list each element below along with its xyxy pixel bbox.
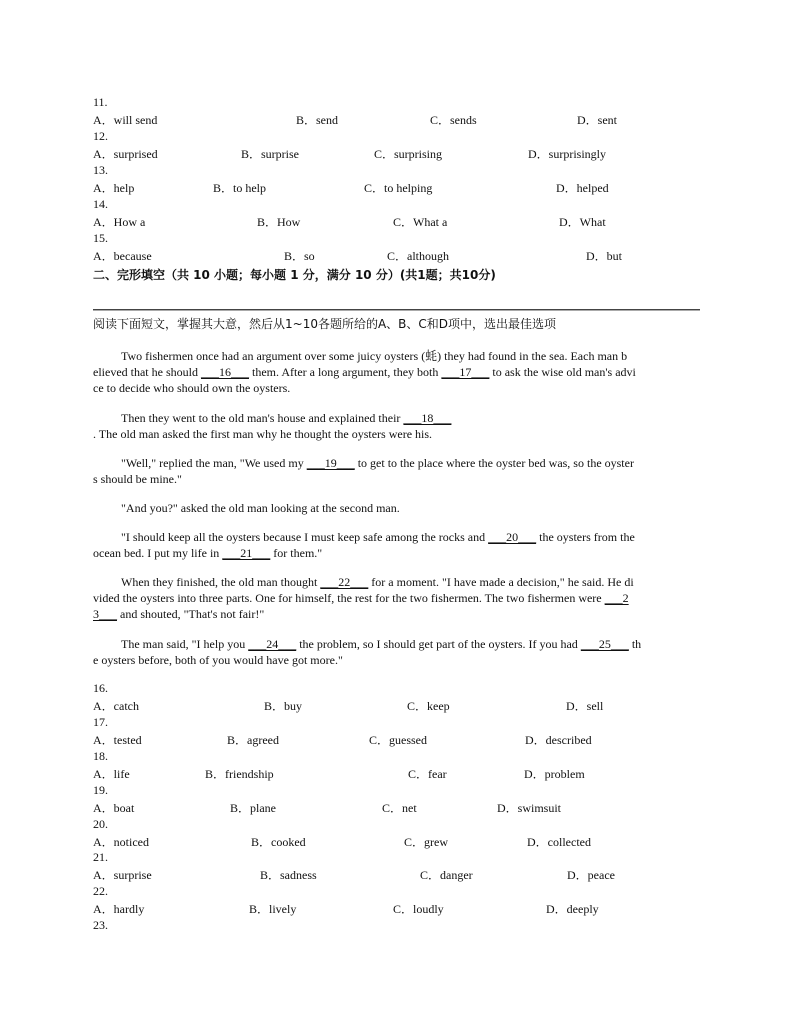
passage-text: "And you?" asked the old man looking at the second man. <box>121 501 400 515</box>
passage-paragraph-2 <box>93 410 700 442</box>
question-number: 11. <box>93 95 108 109</box>
passage-text: them. After a long argument, they both <box>248 365 442 379</box>
passage-text: . The old man asked the first man why he thought the oysters were his. <box>93 427 433 441</box>
question-23-number: 23. <box>93 918 108 932</box>
option-b: B．cooked <box>251 835 306 849</box>
passage-text: ce to decide who should own the oysters. <box>93 381 291 395</box>
passage-text: vided the oysters into three parts. One for himself, the rest for the two fishermen. The two fishermen were <box>93 591 605 605</box>
option-d: D．peace <box>567 868 615 882</box>
blank-22: ___22___ <box>320 575 369 589</box>
passage-text: e oysters before, both of you would have got more." <box>93 653 343 667</box>
option-b: B．How <box>257 215 301 229</box>
passage-text: for a moment. "I have made a decision," he said. He di <box>368 575 634 589</box>
blank-21: ___21___ <box>222 546 271 560</box>
option-d: D．surprisingly <box>528 147 607 161</box>
passage-text: to ask the wise old man's advi <box>489 365 636 379</box>
passage-text: When they finished, the old man thought <box>121 575 321 589</box>
question-number: 16. <box>93 681 108 695</box>
option-b: B．sadness <box>260 868 317 882</box>
passage-paragraph-3 <box>93 455 700 487</box>
passage-text: to get to the place where the oyster bed was, so the oyster <box>354 456 634 470</box>
passage-text: and shouted, "That's not fair!" <box>117 607 265 621</box>
passage-paragraph-1 <box>93 348 700 396</box>
option-c: C．net <box>382 801 417 815</box>
section-divider <box>93 309 700 311</box>
question-number: 21. <box>93 850 108 864</box>
question-number: 14. <box>93 197 108 211</box>
blank-16: ___16___ <box>200 365 249 379</box>
option-a: A．because <box>93 249 152 263</box>
option-d: D．sell <box>566 699 604 713</box>
passage-text: ocean bed. I put my life in <box>93 546 223 560</box>
passage-text: Two fishermen once had an argument over some juicy oysters (蚝) they had found in the sea. Each man b <box>121 349 628 363</box>
option-c: C．danger <box>420 868 473 882</box>
option-d: D．helped <box>556 181 609 195</box>
option-a: A．boat <box>93 801 135 815</box>
passage-text: the problem, so I should get part of the oysters. If you had <box>296 637 581 651</box>
option-d: D．sent <box>577 113 617 127</box>
blank-23-continued: 3___ <box>93 607 117 621</box>
question-number: 22. <box>93 884 108 898</box>
option-a: A．hardly <box>93 902 145 916</box>
option-a: A．surprised <box>93 147 158 161</box>
passage-text: th <box>628 637 642 651</box>
option-d: D．deeply <box>546 902 599 916</box>
section-instruction: 阅读下面短文，掌握其大意，然后从1~10各题所给的A、B、C和D项中，选出最佳选项 <box>93 317 557 331</box>
blank-20: ___20___ <box>488 530 537 544</box>
passage-paragraph-5 <box>93 529 700 561</box>
option-b: B．buy <box>264 699 303 713</box>
option-b: B．so <box>284 249 315 263</box>
option-d: D．collected <box>527 835 591 849</box>
passage-text: The man said, "I help you <box>121 637 249 651</box>
option-c: C．What a <box>393 215 448 229</box>
section-title: 二、完形填空（共 10 小题；每小题 1 分，满分 10 分）(共1题；共10分) <box>93 268 496 282</box>
passage-text: the oysters from the <box>536 530 635 544</box>
passage-text: "I should keep all the oysters because I must keep safe among the rocks and <box>121 530 489 544</box>
option-a: A．How a <box>93 215 146 229</box>
option-b: B．to help <box>213 181 266 195</box>
question-number: 20. <box>93 817 108 831</box>
blank-17: ___17___ <box>441 365 490 379</box>
option-d: D．What <box>559 215 606 229</box>
passage-text: s should be mine." <box>93 472 182 486</box>
option-d: D．problem <box>524 767 585 781</box>
blank-24: ___24___ <box>248 637 297 651</box>
option-c: C．grew <box>404 835 448 849</box>
blank-19: ___19___ <box>306 456 355 470</box>
option-a: A．catch <box>93 699 139 713</box>
question-number: 17. <box>93 715 108 729</box>
question-number: 12. <box>93 129 108 143</box>
blank-25: ___25___ <box>580 637 629 651</box>
option-a: A．life <box>93 767 130 781</box>
option-a: A．noticed <box>93 835 149 849</box>
option-d: D．swimsuit <box>497 801 562 815</box>
option-c: C．fear <box>408 767 447 781</box>
option-c: C．guessed <box>369 733 427 747</box>
passage-paragraph-4 <box>93 500 700 516</box>
option-c: C．to helping <box>364 181 433 195</box>
option-b: B．lively <box>249 902 297 916</box>
option-c: C．although <box>387 249 449 263</box>
option-b: B．surprise <box>241 147 299 161</box>
passage-text: elieved that he should <box>93 365 201 379</box>
option-a: A．surprise <box>93 868 152 882</box>
passage-text: "Well," replied the man, "We used my <box>121 456 307 470</box>
question-number: 19. <box>93 783 108 797</box>
option-b: B．agreed <box>227 733 279 747</box>
option-a: A．will send <box>93 113 158 127</box>
question-number: 13. <box>93 163 108 177</box>
option-b: B．friendship <box>205 767 274 781</box>
option-d: D．described <box>525 733 592 747</box>
option-a: A．tested <box>93 733 142 747</box>
option-d: D．but <box>586 249 623 263</box>
option-c: C．keep <box>407 699 450 713</box>
passage-paragraph-7 <box>93 636 700 668</box>
question-number: 18. <box>93 749 108 763</box>
blank-18: ___18___ <box>403 411 452 425</box>
passage-text: Then they went to the old man's house and explained their <box>121 411 404 425</box>
option-b: B．plane <box>230 801 276 815</box>
option-c: C．loudly <box>393 902 444 916</box>
option-b: B．send <box>296 113 339 127</box>
blank-23: ___2 <box>604 591 629 605</box>
question-number: 15. <box>93 231 108 245</box>
passage-text: for them." <box>270 546 323 560</box>
option-c: C．sends <box>430 113 477 127</box>
option-c: C．surprising <box>374 147 443 161</box>
option-a: A．help <box>93 181 135 195</box>
passage-paragraph-6 <box>93 574 700 622</box>
